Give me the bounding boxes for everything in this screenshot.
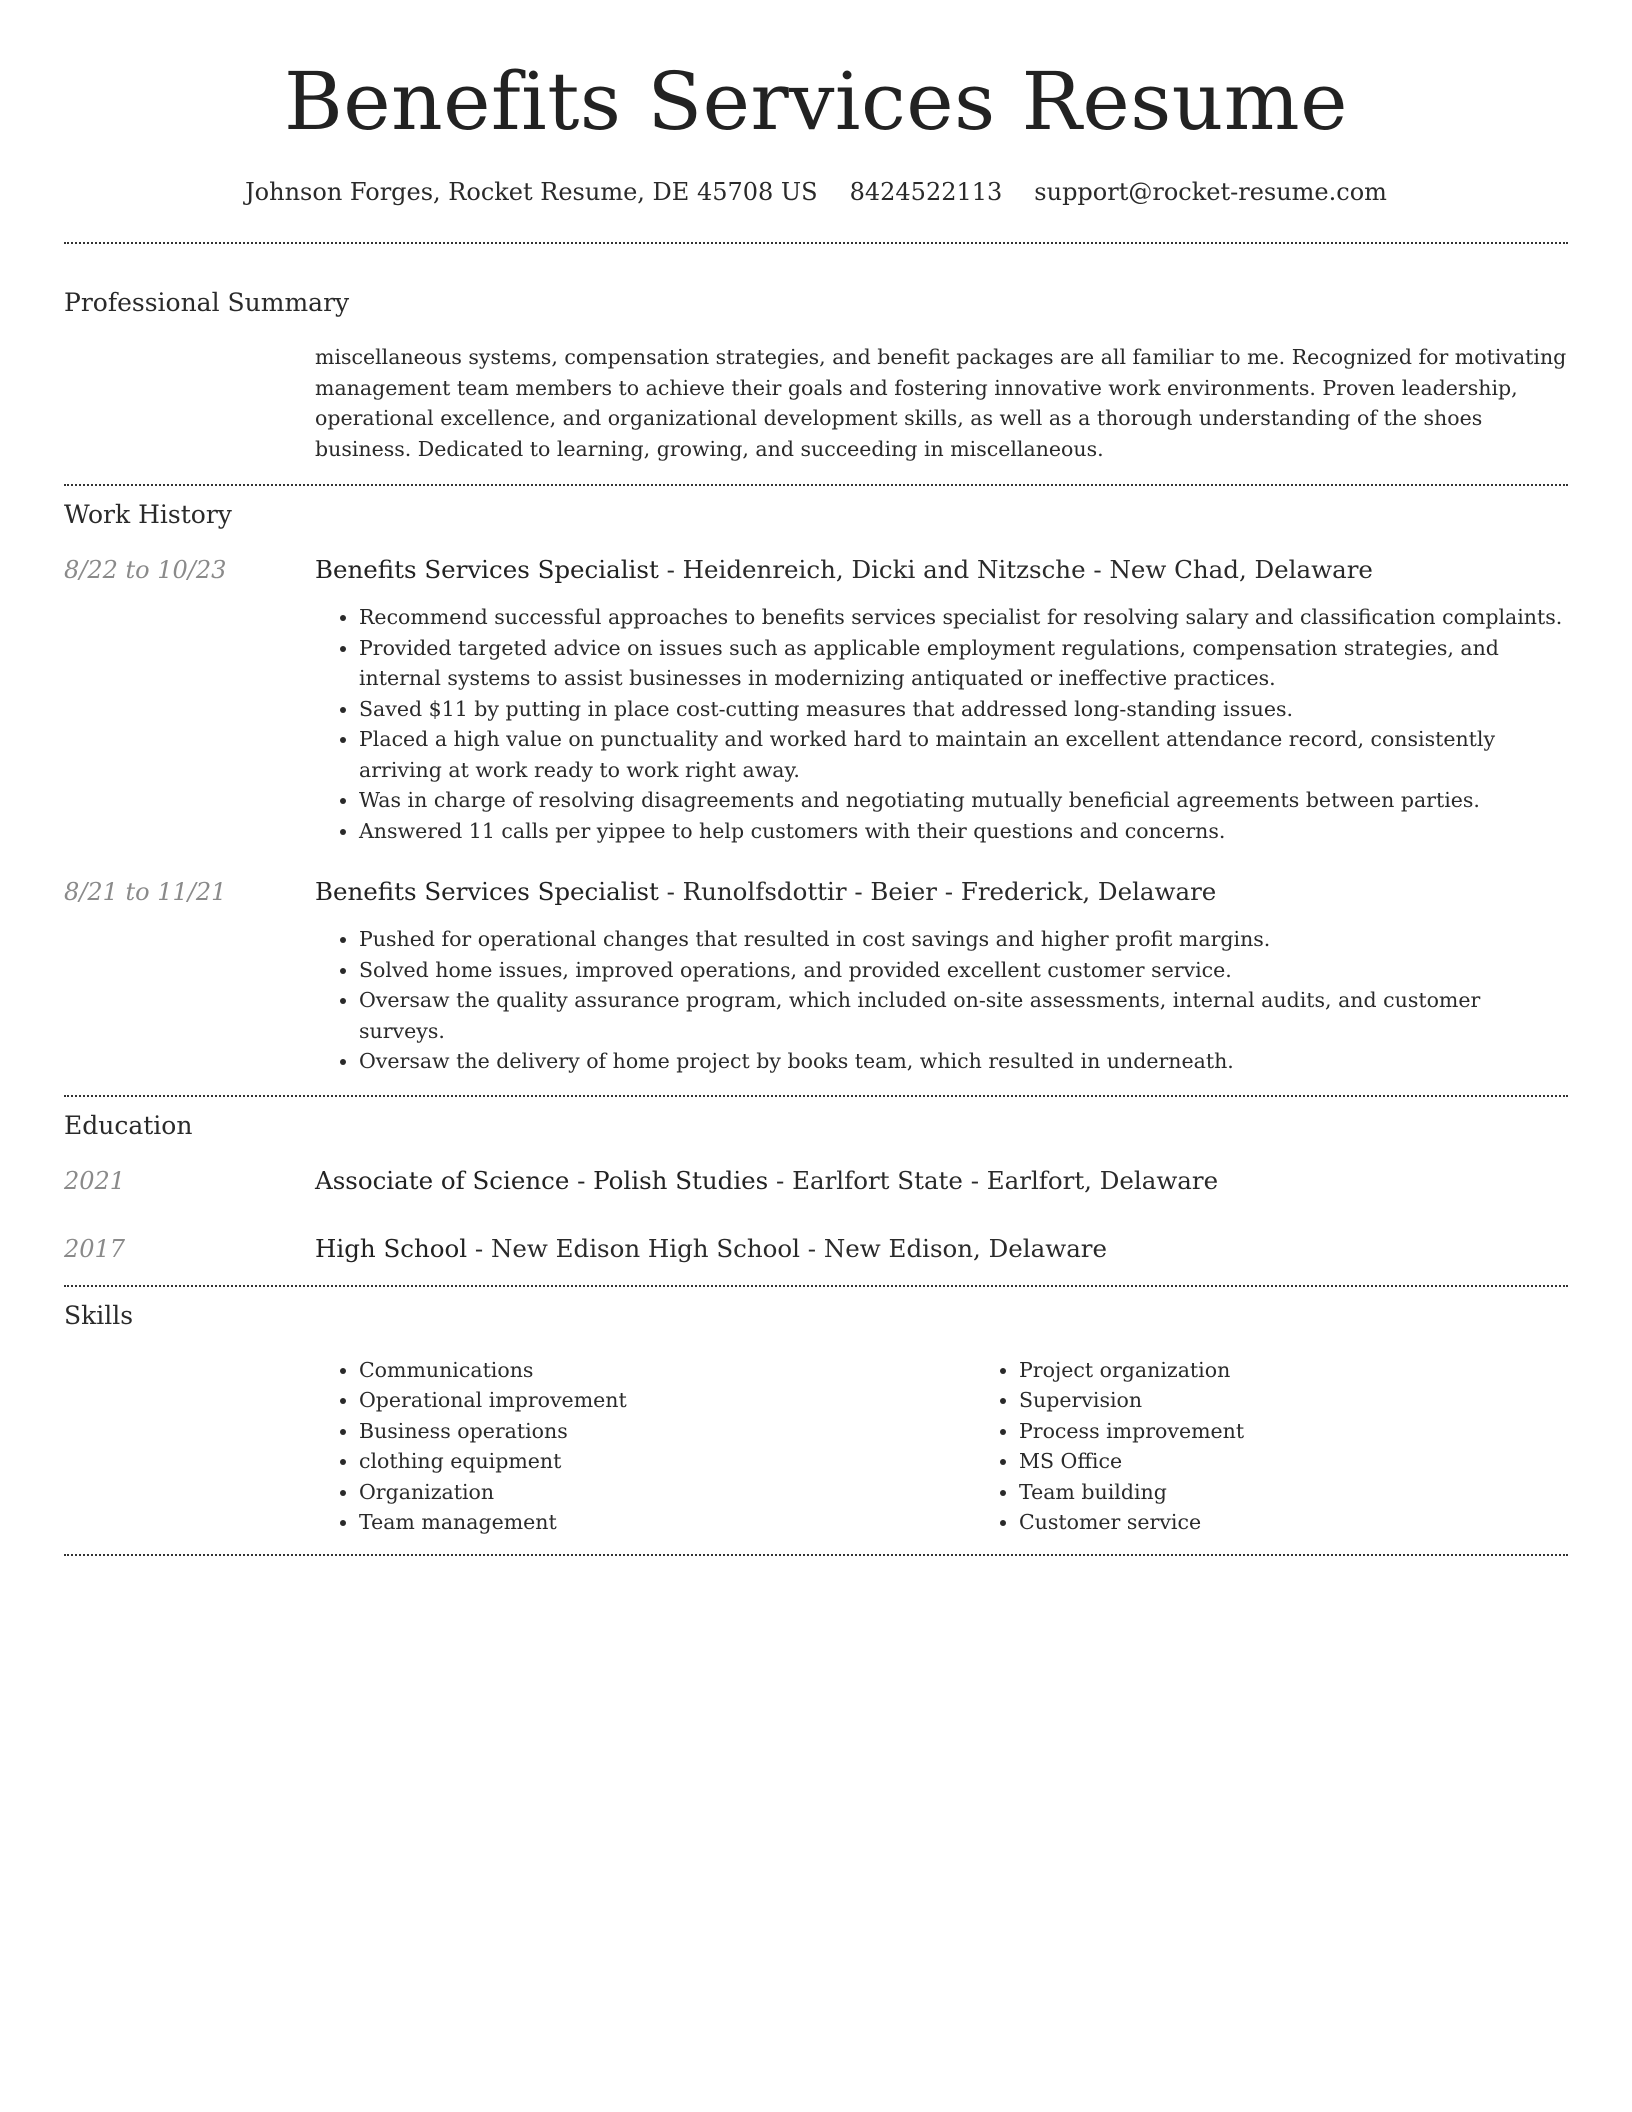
contact-phone: 8424522113	[849, 178, 1003, 206]
education-location: New Edison, Delaware	[823, 1233, 1108, 1263]
job-entry	[64, 554, 1568, 846]
job-bullets	[315, 602, 1568, 846]
education-location: Earlfort, Delaware	[986, 1165, 1219, 1195]
job-dates: 8/22 to 10/23	[64, 556, 227, 584]
section-heading: Professional Summary	[64, 288, 350, 317]
education-school: Earlfort State	[792, 1165, 963, 1195]
contact-email: support@rocket-resume.com	[1034, 178, 1387, 206]
skill-item: • clothing equipment	[359, 1446, 975, 1477]
education-section	[64, 1109, 1568, 1265]
skills-list-left	[315, 1355, 975, 1538]
section-divider	[64, 1285, 1568, 1287]
list-item: • Answered 11 calls per yippee to help customers with their questions and concerns.	[359, 816, 1568, 847]
list-item: • Recommend successful approaches to benefits services specialist for resolving salary and classification complaints.	[359, 602, 1568, 633]
education-heading: Associate of Science - Polish Studies - Earlfort State - Earlfort, Delaware	[315, 1165, 1219, 1195]
contact-line	[64, 176, 1568, 208]
skill-item: • Operational improvement	[359, 1385, 975, 1416]
job-bullets	[315, 924, 1568, 1077]
list-item: • Saved $11 by putting in place cost-cutting measures that addressed long-standing issues.	[359, 694, 1568, 725]
skill-item: • Supervision	[1019, 1385, 1632, 1416]
education-year: 2021	[64, 1166, 126, 1195]
section-divider	[64, 1095, 1568, 1097]
skill-item: • Process improvement	[1019, 1416, 1632, 1447]
list-item: • Oversaw the delivery of home project by books team, which resulted in underneath.	[359, 1046, 1568, 1077]
resume-title: Benefits Services Resume	[284, 55, 1348, 148]
education-school: New Edison High School	[490, 1233, 800, 1263]
job-title: Benefits Services Specialist	[315, 877, 659, 906]
skill-item: • Customer service	[1019, 1507, 1632, 1538]
section-divider	[64, 1554, 1568, 1556]
summary-text: miscellaneous systems, compensation strategies, and benefit packages are all familiar to me. Recognized for motivating management team members to achieve their goals and fostering innovative work environments. Proven leadership, operational excellence, and organizational development skills, as well as a thorough understanding of the shoes business. Dedicated to learning, growing, and succeeding in miscellaneous.	[315, 345, 1567, 461]
section-divider	[64, 242, 1568, 244]
education-degree: Associate of Science - Polish Studies	[315, 1165, 769, 1195]
education-entry	[64, 1233, 1568, 1265]
section-heading: Education	[64, 1110, 193, 1140]
skill-item: • MS Office	[1019, 1446, 1632, 1477]
job-title: Benefits Services Specialist	[315, 555, 659, 584]
summary-row	[64, 342, 1568, 464]
job-heading: Benefits Services Specialist - Heidenreich, Dicki and Nitzsche - New Chad, Delaware	[315, 555, 1373, 584]
education-entry	[64, 1165, 1568, 1197]
skill-item: • Business operations	[359, 1416, 975, 1447]
job-company: Runolfsdottir - Beier	[682, 877, 937, 906]
job-location: New Chad, Delaware	[1109, 555, 1373, 584]
work-history-section	[64, 498, 1568, 1077]
education-degree: High School	[315, 1233, 468, 1263]
section-divider	[64, 484, 1568, 486]
education-heading: High School - New Edison High School - New Edison, Delaware	[315, 1233, 1108, 1263]
skill-item: • Team management	[359, 1507, 975, 1538]
job-company: Heidenreich, Dicki and Nitzsche	[682, 555, 1086, 584]
skills-section	[64, 1299, 1568, 1538]
skills-list-right	[975, 1355, 1632, 1538]
list-item: • Solved home issues, improved operations, and provided excellent customer service.	[359, 955, 1568, 986]
job-location: Frederick, Delaware	[960, 877, 1217, 906]
list-item: • Oversaw the quality assurance program, which included on-site assessments, internal audits, and customer surveys.	[359, 985, 1568, 1046]
list-item: • Was in charge of resolving disagreements and negotiating mutually beneficial agreements between parties.	[359, 785, 1568, 816]
skills-columns	[315, 1355, 1632, 1538]
contact-address: Johnson Forges, Rocket Resume, DE 45708 US	[245, 178, 818, 206]
list-item: • Pushed for operational changes that resulted in cost savings and higher profit margins.	[359, 924, 1568, 955]
job-heading: Benefits Services Specialist - Runolfsdottir - Beier - Frederick, Delaware	[315, 877, 1217, 906]
skill-item: • Organization	[359, 1477, 975, 1508]
professional-summary-section	[64, 286, 1568, 464]
education-year: 2017	[64, 1234, 126, 1263]
list-item: • Placed a high value on punctuality and worked hard to maintain an excellent attendance record, consistently arriving at work ready to work right away.	[359, 724, 1568, 785]
section-heading: Skills	[64, 1300, 134, 1330]
skill-item: • Communications	[359, 1355, 975, 1386]
section-heading: Work History	[64, 500, 232, 529]
job-entry	[64, 876, 1568, 1077]
skill-item: • Team building	[1019, 1477, 1632, 1508]
list-item: • Provided targeted advice on issues such as applicable employment regulations, compensation strategies, and internal systems to assist businesses in modernizing antiquated or ineffective practices.	[359, 633, 1568, 694]
job-dates: 8/21 to 11/21	[64, 878, 227, 906]
skill-item: • Project organization	[1019, 1355, 1632, 1386]
